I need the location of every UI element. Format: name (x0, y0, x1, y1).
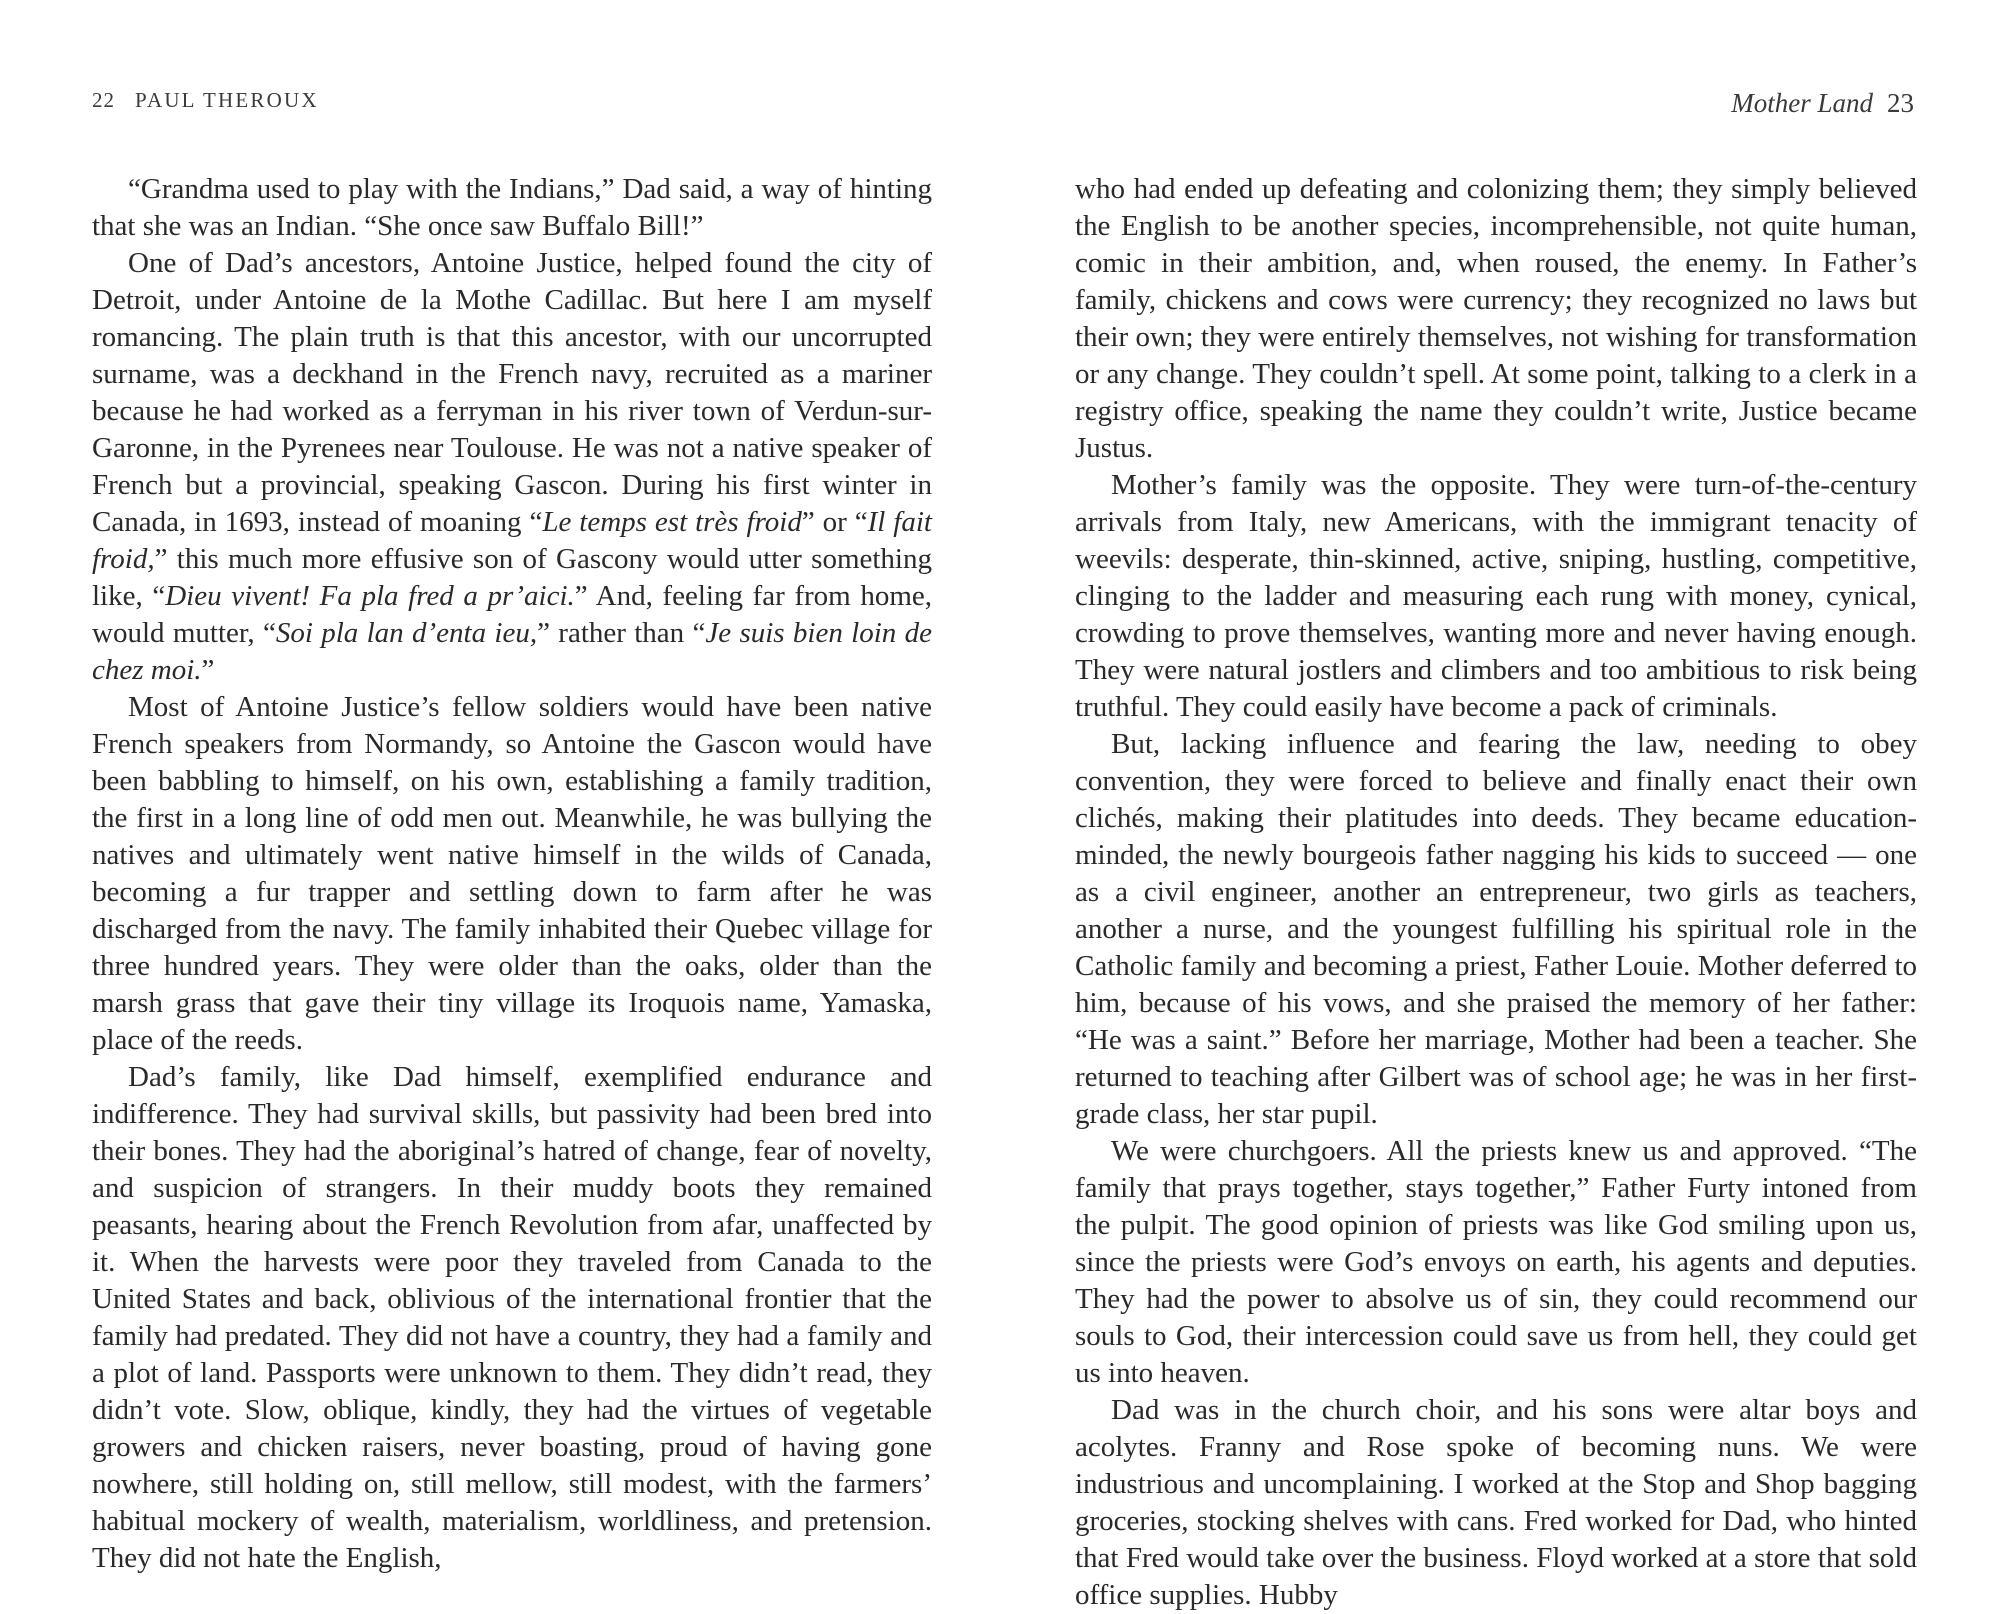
chapter-title: Mother Land (1731, 88, 1873, 118)
paragraph (1075, 1392, 1917, 1614)
left-page-body (92, 171, 932, 1577)
text-run: We were churchgoers. All the priests knew us and approved. “The family that prays together, stays together,” Father Furty intoned from the pulpit. The good opinion of priests was like God smiling upon us, since the priests were God’s envoys on earth, his agents and deputies. They had the power to absolve us of sin, they could recommend our souls to God, their intercession could save us from hell, they could get us into heaven. (1075, 1135, 1917, 1389)
left-page-number: 22 (92, 88, 115, 112)
text-run: Dad’s family, like Dad himself, exemplified endurance and indifference. They had survival skills, but passivity had been bred into their bones. They had the aboriginal’s hatred of change, fear of novelty, and suspicion of strangers. In their muddy boots they remained peasants, hearing about the French Revolution from afar, unaffected by it. When the harvests were poor they traveled from Canada to the United States and back, oblivious of the international frontier that the family had predated. They did not have a country, they had a family and a plot of land. Passports were unknown to them. They didn’t read, they didn’t vote. Slow, oblique, kindly, they had the virtues of vegetable growers and chicken raisers, never boasting, proud of having gone nowhere, still holding on, still mellow, still modest, with the farmers’ habitual mockery of wealth, materialism, worldliness, and pretension. They did not hate the English, (92, 1061, 932, 1574)
paragraph (1075, 726, 1917, 1133)
text-run: ” or “ (801, 506, 868, 538)
text-run: ” rather than “ (537, 617, 706, 649)
text-run: ” And, feeling far from home, would mutter, “ (92, 580, 932, 649)
italic-text-run: Soi pla lan d’enta ieu, (275, 617, 538, 649)
paragraph (1075, 467, 1917, 726)
text-run: Mother’s family was the opposite. They were turn-of-the-century arrivals from Italy, new Americans, with the immigrant tenacity of weevils: desperate, thin-skinned, active, sniping, hustling, competitive, clinging to the ladder and measuring each rung with money, cynical, crowding to prove themselves, wanting more and never having enough. They were natural jostlers and climbers and too ambitious to risk being truthful. They could easily have become a pack of criminals. (1075, 469, 1917, 723)
italic-text-run: Il fait froid, (92, 506, 932, 575)
paragraph (1075, 1133, 1917, 1392)
italic-text-run: Le temps est très froid (542, 506, 802, 538)
text-run: who had ended up defeating and colonizing them; they simply believed the English to be another species, incomprehensible, not quite human, comic in their ambition, and, when roused, the enemy. In Father’s family, chickens and cows were currency; they recognized no laws but their own; they were entirely themselves, not wishing for transformation or any change. They couldn’t spell. At some point, talking to a clerk in a registry office, speaking the name they couldn’t write, Justice became Justus. (1075, 173, 1917, 464)
right-running-head (1731, 88, 1914, 119)
text-run: “Grandma used to play with the Indians,” Dad said, a way of hinting that she was an Indian. “She once saw Buffalo Bill!” (92, 173, 932, 242)
text-run: ” (201, 654, 215, 686)
right-page-body (1075, 171, 1917, 1614)
text-run: Most of Antoine Justice’s fellow soldiers would have been native French speakers from Normandy, so Antoine the Gascon would have been babbling to himself, on his own, establishing a family tradition, the first in a long line of odd men out. Meanwhile, he was bullying the natives and ultimately went native himself in the wilds of Canada, becoming a fur trapper and settling down to farm after he was discharged from the navy. The family inhabited their Quebec village for three hundred years. They were older than the oaks, older than the marsh grass that gave their tiny village its Iroquois name, Yamaska, place of the reeds. (92, 691, 932, 1056)
text-run: But, lacking influence and fearing the law, needing to obey convention, they were forced to believe and finally enact their own clichés, making their platitudes into deeds. They became education-minded, the newly bourgeois father nagging his kids to succeed — one as a civil engineer, another an entrepreneur, two girls as teachers, another a nurse, and the youngest fulfilling his spiritual role in the Catholic family and becoming a priest, Father Louie. Mother deferred to him, because of his vows, and she praised the memory of her father: “He was a saint.” Before her marriage, Mother had been a teacher. She returned to teaching after Gilbert was of school age; he was in her first-grade class, her star pupil. (1075, 728, 1917, 1130)
paragraph (92, 245, 932, 689)
right-page-number: 23 (1887, 88, 1914, 118)
author-name: PAUL THEROUX (135, 88, 319, 112)
left-page (0, 0, 1000, 1586)
paragraph (1075, 171, 1917, 467)
italic-text-run: Je suis bien loin de chez moi. (92, 617, 932, 686)
paragraph (92, 171, 932, 245)
italic-text-run: Dieu vivent! Fa pla fred a pr’aici. (165, 580, 575, 612)
paragraph (92, 1059, 932, 1577)
text-run: Dad was in the church choir, and his sons were altar boys and acolytes. Franny and Rose spoke of becoming nuns. We were industrious and uncomplaining. I worked at the Stop and Shop bagging groceries, stocking shelves with cans. Fred worked for Dad, who hinted that Fred would take over the business. Floyd worked at a store that sold office supplies. Hubby (1075, 1394, 1917, 1611)
left-running-head (92, 88, 319, 113)
text-run: ” this much more effusive son of Gascony would utter something like, “ (92, 543, 932, 612)
paragraph (92, 689, 932, 1059)
text-run: One of Dad’s ancestors, Antoine Justice, helped found the city of Detroit, under Antoine de la Mothe Cadillac. But here I am myself romancing. The plain truth is that this ancestor, with our uncorrupted surname, was a deckhand in the French navy, recruited as a mariner because he had worked as a ferryman in his river town of Verdun-sur-Garonne, in the Pyrenees near Toulouse. He was not a native speaker of French but a provincial, speaking Gascon. During his first winter in Canada, in 1693, instead of moaning “ (92, 247, 932, 538)
right-page (1000, 0, 2000, 1611)
